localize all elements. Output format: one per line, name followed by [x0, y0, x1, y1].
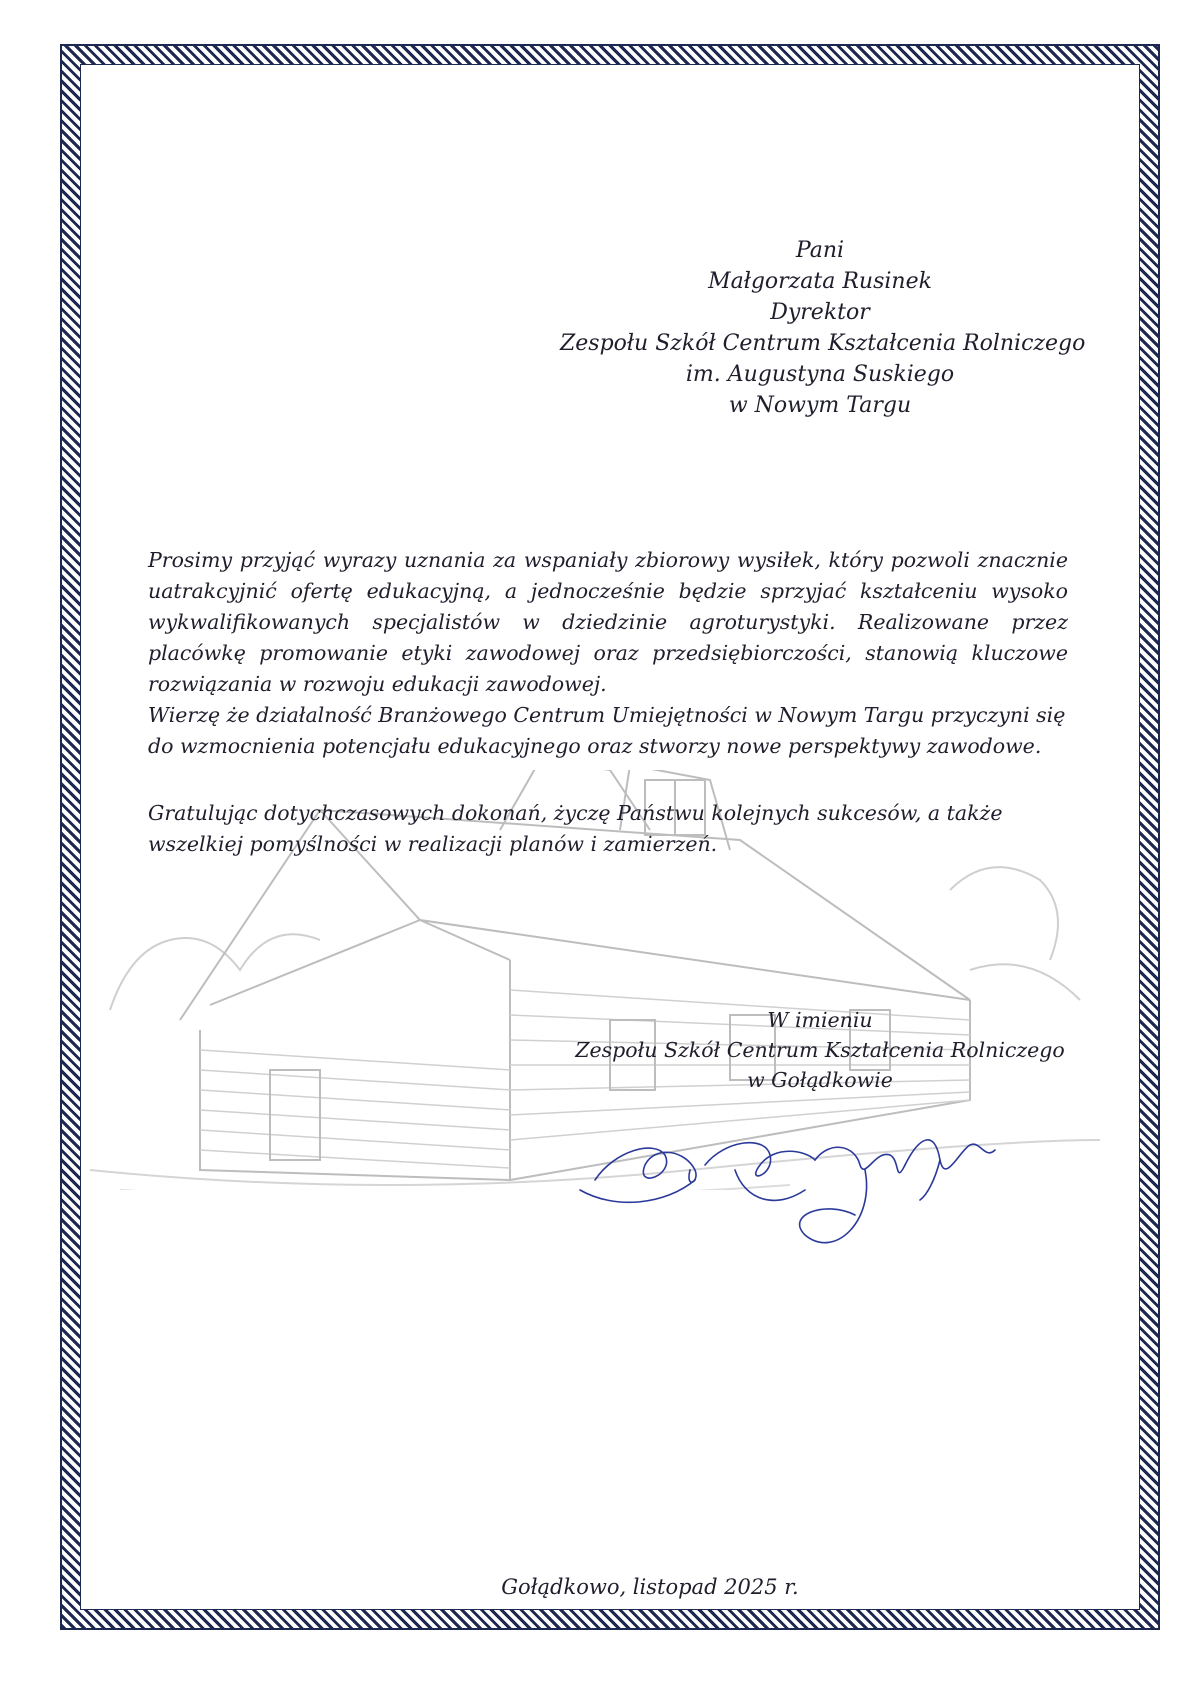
- paragraph-appreciation: Prosimy przyjąć wyrazy uznania za wspaniały zbiorowy wysiłek, który pozwoli znacznie uatrakcyjnić ofertę edukacyjną, a jednocześnie będzie sprzyjać kształceniu wysoko wykwalifikowanych specjalistów w dziedzinie agroturystyki. Realizowane przez placówkę promowanie etyki zawodowej oraz przedsiębiorczości, stanowią kluczowe rozwiązania w rozwoju edukacji zawodowej.: [148, 548, 1068, 696]
- addressee-block: [560, 235, 1086, 421]
- addressee-location: w Nowym Targu: [728, 393, 912, 418]
- closing-line-3: w Gołądkowie: [747, 1068, 893, 1092]
- addressee-patron: im. Augustyna Suskiego: [685, 362, 955, 387]
- addressee-name: Małgorzata Rusinek: [708, 269, 932, 294]
- addressee-title: Dyrektor: [770, 300, 870, 325]
- closing-line-2: Zespołu Szkół Centrum Kształcenia Rolniczego: [575, 1038, 1065, 1062]
- place-and-date: Gołądkowo, listopad 2025 r.: [501, 1575, 799, 1599]
- addressee-school: Zespołu Szkół Centrum Kształcenia Rolniczego: [560, 331, 1086, 356]
- handwritten-signature: [575, 1120, 1015, 1260]
- closing-line-1: W imieniu: [767, 1008, 873, 1032]
- salutation: Pani: [795, 238, 845, 263]
- closing-block: [560, 1005, 1080, 1095]
- letter-body: [148, 545, 1068, 860]
- paragraph-belief: Wierzę że działalność Branżowego Centrum Umiejętności w Nowym Targu przyczyni się do wzmocnienia potencjału edukacyjnego oraz stworzy nowe perspektywy zawodowe.: [148, 703, 1066, 758]
- paragraph-congratulations: Gratulując dotychczasowych dokonań, życzę Państwu kolejnych sukcesów, a także wszelkiej pomyślności w realizacji planów i zamierzeń.: [148, 801, 1003, 856]
